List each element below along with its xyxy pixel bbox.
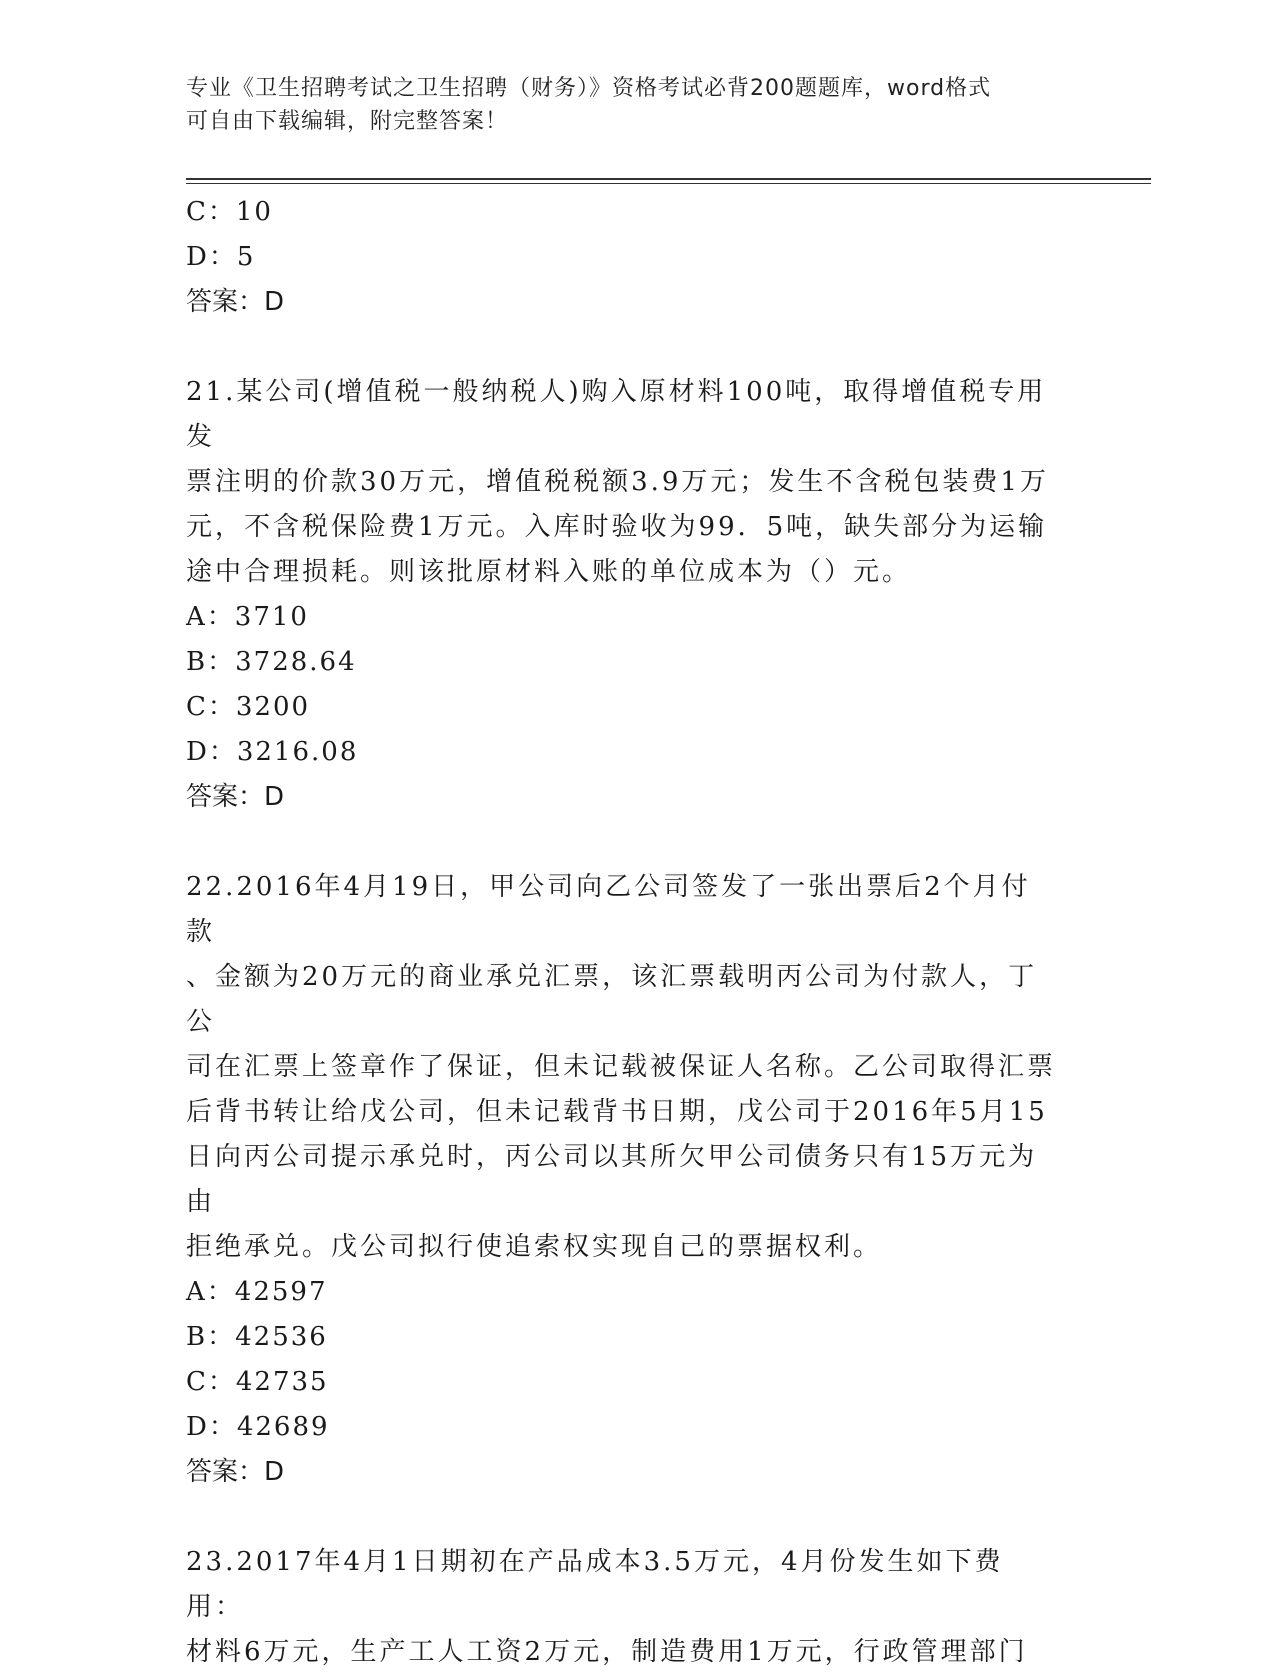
spacer — [186, 325, 1086, 370]
option-d: D：42689 — [186, 1412, 330, 1442]
question-text-line: 拒绝承兑。戊公司拟行使追索权实现自己的票据权利。 — [186, 1232, 883, 1262]
option-d: D：5 — [186, 242, 256, 272]
question-text-line: 23.2017年4月1日期初在产品成本3.5万元，4月份发生如下费用： — [186, 1547, 1004, 1622]
header-rule-thin — [186, 183, 1151, 184]
answer-line: 答案：D — [186, 287, 285, 317]
spacer — [186, 820, 1086, 865]
question-text-line: 22.2016年4月19日，甲公司向乙公司签发了一张出票后2个月付款 — [186, 872, 1031, 947]
question-text-line: 途中合理损耗。则该批原材料入账的单位成本为（）元。 — [186, 557, 912, 587]
question-23 — [186, 1540, 1056, 1675]
option-c: C：10 — [186, 197, 273, 227]
option-c: C：3200 — [186, 692, 311, 722]
question-22 — [186, 865, 1056, 1270]
spacer — [186, 1495, 1086, 1540]
option-c: C：42735 — [186, 1367, 329, 1397]
question-text-line: 日向丙公司提示承兑时，丙公司以其所欠甲公司债务只有15万元为由 — [186, 1142, 1038, 1217]
header-rule-thick — [186, 178, 1151, 180]
option-b: B：42536 — [186, 1322, 328, 1352]
header-line-1: 专业《卫生招聘考试之卫生招聘（财务）》资格考试必背200题题库，word格式 — [186, 76, 992, 101]
question-text-line: 21.某公司(增值税一般纳税人)购入原材料100吨，取得增值税专用发 — [186, 377, 1047, 452]
document-body — [186, 190, 1086, 1675]
document-header — [186, 72, 1066, 138]
option-d: D：3216.08 — [186, 737, 359, 767]
question-text-line: 元，不含税保险费1万元。入库时验收为99．5吨，缺失部分为运输 — [186, 512, 1048, 542]
question-text-line: 材料6万元，生产工人工资2万元，制造费用1万元，行政管理部门 — [186, 1637, 1028, 1667]
question-text-line: 、金额为20万元的商业承兑汇票，该汇票载明丙公司为付款人，丁公 — [186, 962, 1038, 1037]
option-a: A：42597 — [186, 1277, 328, 1307]
question-21 — [186, 370, 1056, 595]
answer-line: 答案：D — [186, 782, 285, 812]
answer-line: 答案：D — [186, 1457, 285, 1487]
option-a: A：3710 — [186, 602, 309, 632]
question-text-line: 后背书转让给戊公司，但未记载背书日期，戊公司于2016年5月15 — [186, 1097, 1048, 1127]
question-text-line: 票注明的价款30万元，增值税税额3.9万元；发生不含税包装费1万 — [186, 467, 1049, 497]
option-b: B：3728.64 — [186, 647, 357, 677]
header-line-2: 可自由下载编辑，附完整答案！ — [186, 109, 509, 134]
question-text-line: 司在汇票上签章作了保证，但未记载被保证人名称。乙公司取得汇票 — [186, 1052, 1057, 1082]
